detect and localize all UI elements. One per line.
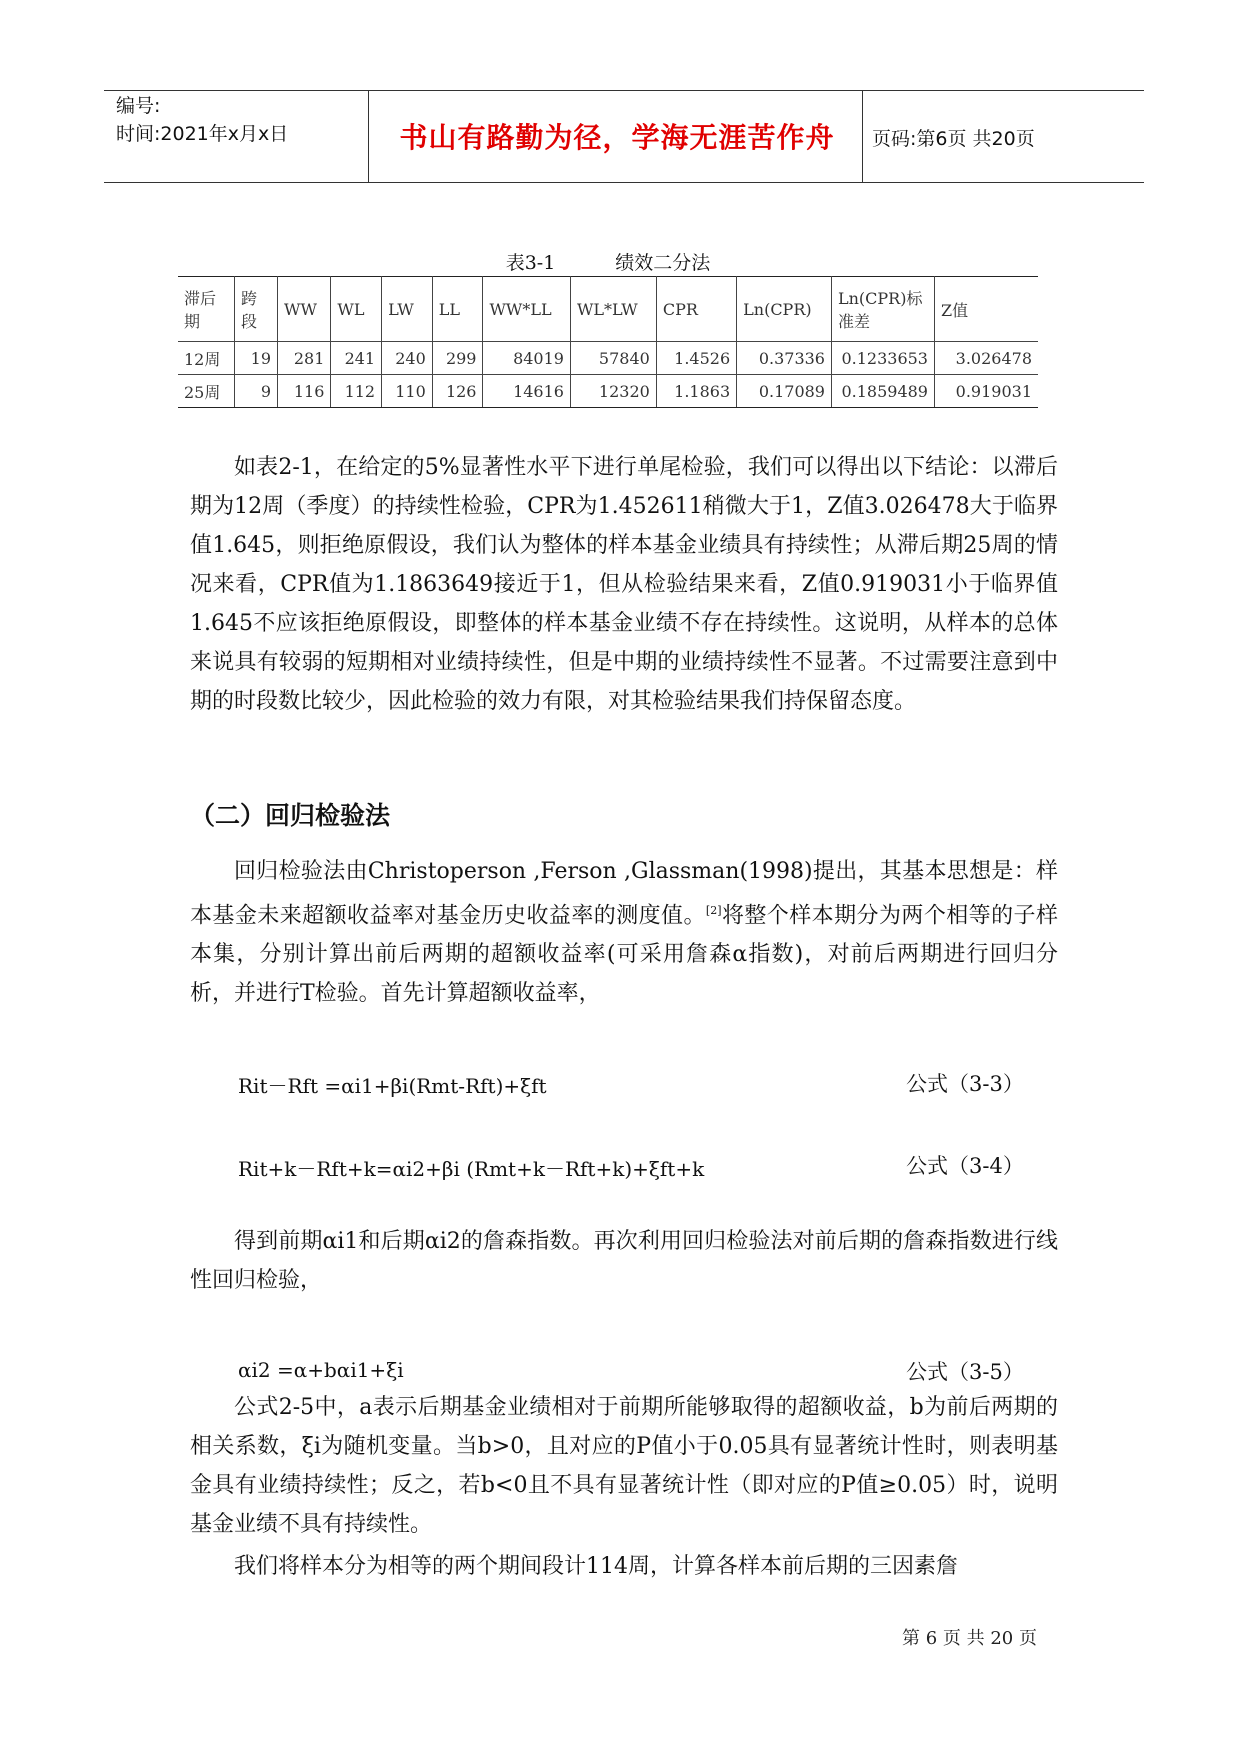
table-header-row (178, 277, 1038, 342)
table-row (178, 342, 1038, 375)
page-footer: 第 6 页 共 20 页 (902, 1628, 1037, 1649)
header-cell: 跨段 (235, 277, 278, 342)
section-heading: （二）回归检验法 (190, 801, 391, 830)
table-caption (178, 248, 1038, 275)
paragraph-jensen: 得到前期αi1和后期αi2的詹森指数。再次利用回归检验法对前后期的詹森指数进行线性回归检验， (190, 1229, 1058, 1293)
header-cell: WW*LL (483, 277, 570, 342)
table-caption-title: 绩效二分法 (615, 252, 711, 274)
header-cell: CPR (656, 277, 736, 342)
header-cell: Ln(CPR)标准差 (831, 277, 934, 342)
formula-3-4: Rit+k－Rft+k=αi2+βi (Rmt+k－Rft+k)+ξft+k (238, 1157, 705, 1181)
header-cell: WL (331, 277, 382, 342)
table-cell: 281 (278, 342, 331, 375)
formula-3-3: Rit－Rft =αi1+βi(Rmt-Rft)+ξft (238, 1074, 547, 1098)
paragraph-method-text-b: 将整个样本期分为两个相等的子样本集，分别计算出前后两期的超额收益率(可采用詹森α指数)，对前后两期进行回归分析，并进行T检验。首先计算超额收益率， (190, 903, 1058, 1007)
header-motto: 书山有路勤为径，学海无涯苦作舟 (399, 121, 835, 154)
header-cell: Z值 (934, 277, 1038, 342)
paragraph-method-text-a: 回归检验法由Christoperson ,Ferson ,Glassman(1998)提出，其基本思想是：样本基金未来超额收益率对基金历史收益率的测度值。 (190, 859, 1058, 929)
table-cell: 0.1233653 (831, 342, 934, 375)
header-page: 页码:第6页 共20页 (872, 128, 1035, 150)
table-cell: 0.17089 (737, 375, 832, 408)
table-cell: 299 (432, 342, 483, 375)
table-cell: 240 (382, 342, 433, 375)
header-number: 编号: (116, 95, 161, 117)
header-bottom-rule (104, 182, 1144, 183)
formula-3-3-label: 公式（3-3） (906, 1072, 1024, 1096)
table-cell: 25周 (178, 375, 235, 408)
table-cell: 0.37336 (737, 342, 832, 375)
table-cell: 0.919031 (934, 375, 1038, 408)
performance-table (178, 276, 1038, 408)
table-cell: 110 (382, 375, 433, 408)
header-meta (116, 92, 288, 148)
formula-3-5: αi2 =α+bαi1+ξi (238, 1358, 404, 1382)
table-cell: 9 (235, 375, 278, 408)
header-cell: WW (278, 277, 331, 342)
table-cell: 12周 (178, 342, 235, 375)
header-cell: LW (382, 277, 433, 342)
header-divider-left (368, 90, 369, 182)
table-cell: 241 (331, 342, 382, 375)
table-cell: 0.1859489 (831, 375, 934, 408)
table-cell: 112 (331, 375, 382, 408)
header-time: 时间:2021年x月x日 (116, 123, 289, 145)
header-cell: Ln(CPR) (737, 277, 832, 342)
paragraph-method (190, 852, 1058, 1013)
table-cell: 12320 (570, 375, 656, 408)
table-caption-number: 表3-1 (505, 252, 556, 274)
table-cell: 57840 (570, 342, 656, 375)
header-divider-right (862, 90, 863, 182)
table-cell: 1.1863 (656, 375, 736, 408)
header-cell: 滞后期 (178, 277, 235, 342)
table-cell: 19 (235, 342, 278, 375)
formula-3-5-label: 公式（3-5） (906, 1360, 1024, 1384)
table-cell: 1.4526 (656, 342, 736, 375)
header-cell: LL (432, 277, 483, 342)
paragraph-conclusion: 如表2-1，在给定的5%显著性水平下进行单尾检验，我们可以得出以下结论：以滞后期为12周（季度）的持续性检验，CPR为1.452611稍微大于1，Z值3.026478大于临界值1.645，则拒绝原假设，我们认为整体的样本基金业绩具有持续性；从滞后期25周的情况来看，CPR值为1.1863649接近于1，但从检验结果来看，Z值0.919031小于临界值1.645不应该拒绝原假设，即整体的样本基金业绩不存在持续性。这说明，从样本的总体来说具有较弱的短期相对业绩持续性，但是中期的业绩持续性不显著。不过需要注意到中期的时段数比较少，因此检验的效力有限，对其检验结果我们持保留态度。 (190, 455, 1058, 714)
citation-ref: [2] (705, 904, 722, 917)
header-cell: WL*LW (570, 277, 656, 342)
table-cell: 3.026478 (934, 342, 1038, 375)
table-cell: 126 (432, 375, 483, 408)
paragraph-sample: 我们将样本分为相等的两个期间段计114周，计算各样本前后期的三因素詹 (234, 1554, 958, 1579)
table-cell: 14616 (483, 375, 570, 408)
header-top-rule (104, 90, 1144, 91)
table-cell: 84019 (483, 342, 570, 375)
formula-3-4-label: 公式（3-4） (906, 1154, 1024, 1178)
table-row (178, 375, 1038, 408)
paragraph-explanation: 公式2-5中，a表示后期基金业绩相对于前期所能够取得的超额收益，b为前后两期的相关系数，ξi为随机变量。当b>0，且对应的P值小于0.05具有显著统计性时，则表明基金具有业绩持续性；反之，若b<0且不具有显著统计性（即对应的P值≥0.05）时，说明基金业绩不具有持续性。 (190, 1395, 1058, 1537)
table-cell: 116 (278, 375, 331, 408)
